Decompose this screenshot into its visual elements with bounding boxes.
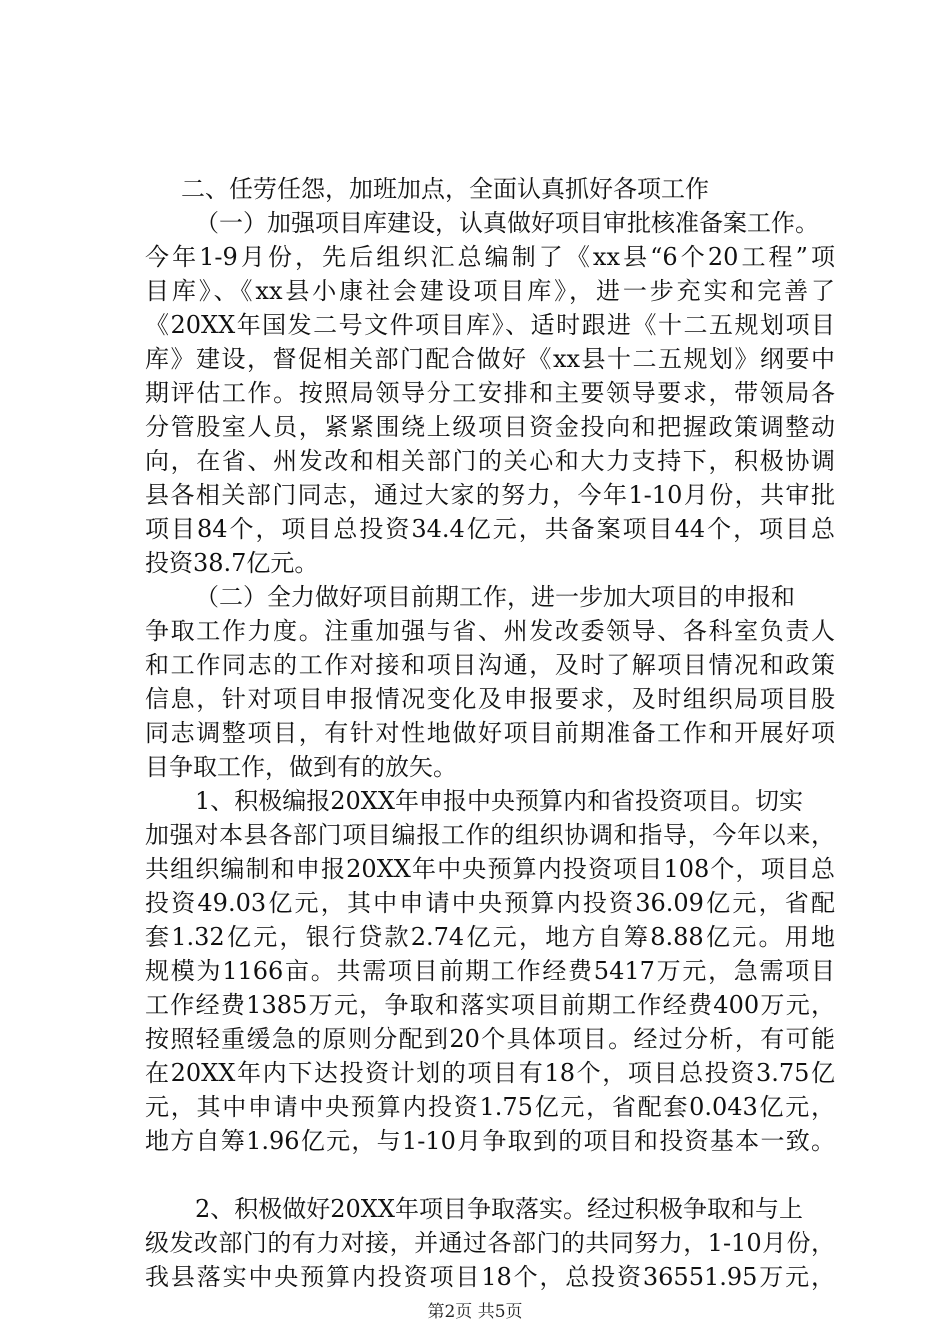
text-line: 在20XX年内下达投资计划的项目有18个，项目总投资3.75亿 bbox=[145, 1059, 835, 1087]
text-line: 信息，针对项目申报情况变化及申报要求，及时组织局项目股 bbox=[145, 685, 835, 713]
text-line: 套1.32亿元，银行贷款2.74亿元，地方自筹8.88亿元。用地 bbox=[145, 923, 835, 951]
text-line: 1、积极编报20XX年申报中央预算内和省投资项目。切实 bbox=[195, 787, 803, 815]
text-line: 工作经费1385万元，争取和落实项目前期工作经费400万元， bbox=[145, 991, 835, 1019]
text-line: 共组织编制和申报20XX年中央预算内投资项目108个，项目总 bbox=[145, 855, 835, 883]
text-line: （二）全力做好项目前期工作，进一步加大项目的申报和 bbox=[195, 583, 795, 611]
text-line: 规模为1166亩。共需项目前期工作经费5417万元，急需项目 bbox=[145, 957, 835, 985]
text-line: 级发改部门的有力对接，并通过各部门的共同努力，1-10月份， bbox=[145, 1229, 835, 1257]
paragraph-gap bbox=[145, 1158, 835, 1192]
page-number-footer: 第2页 共5页 bbox=[427, 1302, 523, 1322]
text-line: 元，其中申请中央预算内投资1.75亿元，省配套0.043亿元， bbox=[145, 1093, 835, 1121]
text-line: 分管股室人员，紧紧围绕上级项目资金投向和把握政策调整动 bbox=[145, 413, 835, 441]
text-line: 地方自筹1.96亿元，与1-10月争取到的项目和投资基本一致。 bbox=[145, 1127, 835, 1155]
text-line: 争取工作力度。注重加强与省、州发改委领导、各科室负责人 bbox=[145, 617, 835, 645]
text-line: 我县落实中央预算内投资项目18个，总投资36551.95万元， bbox=[145, 1263, 835, 1291]
text-line: 加强对本县各部门项目编报工作的组织协调和指导，今年以来， bbox=[145, 821, 835, 849]
text-line: 目库》、《xx县小康社会建设项目库》，进一步充实和完善了 bbox=[145, 277, 835, 305]
text-line: （一）加强项目库建设，认真做好项目审批核准备案工作。 bbox=[195, 209, 819, 237]
text-line: 投资49.03亿元，其中申请中央预算内投资36.09亿元，省配 bbox=[145, 889, 835, 917]
text-line: 期评估工作。按照局领导分工安排和主要领导要求，带领局各 bbox=[145, 379, 835, 407]
text-line: 投资38.7亿元。 bbox=[145, 549, 319, 577]
document-body bbox=[145, 172, 835, 1294]
text-line: 《20XX年国发二号文件项目库》、适时跟进《十二五规划项目 bbox=[145, 311, 835, 339]
text-line: 县各相关部门同志，通过大家的努力，今年1-10月份，共审批 bbox=[145, 481, 835, 509]
text-line: 和工作同志的工作对接和项目沟通，及时了解项目情况和政策 bbox=[145, 651, 835, 679]
text-line: 2、积极做好20XX年项目争取落实。经过积极争取和与上 bbox=[195, 1195, 803, 1223]
text-line: 项目84个，项目总投资34.4亿元，共备案项目44个，项目总 bbox=[145, 515, 835, 543]
text-line: 今年1-9月份，先后组织汇总编制了《xx县“6个20工程”项 bbox=[145, 243, 835, 271]
text-line: 目争取工作，做到有的放矢。 bbox=[145, 753, 457, 781]
section-heading: 二、任劳任怨，加班加点，全面认真抓好各项工作 bbox=[181, 175, 709, 203]
text-line: 同志调整项目，有针对性地做好项目前期准备工作和开展好项 bbox=[145, 719, 835, 747]
text-line: 向，在省、州发改和相关部门的关心和大力支持下，积极协调 bbox=[145, 447, 835, 475]
text-line: 库》建设，督促相关部门配合做好《xx县十二五规划》纲要中 bbox=[145, 345, 835, 373]
text-line: 按照轻重缓急的原则分配到20个具体项目。经过分析，有可能 bbox=[145, 1025, 835, 1053]
